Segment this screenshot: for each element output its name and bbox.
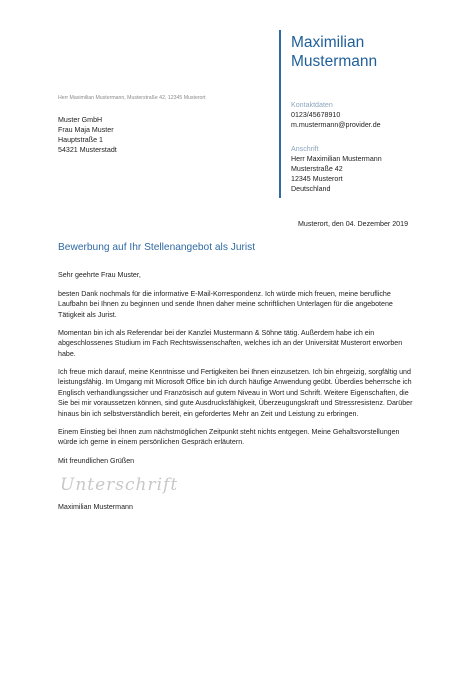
- contact-email[interactable]: m.mustermann@provider.de: [291, 121, 381, 129]
- body-paragraph-2: Momentan bin ich als Referendar bei der Kanzlei Mustermann & Söhne tätig. Außerdem habe ich ein abgeschlossenes Studium im Fach Rechtswissenschaften, welches ich an der Universität Musterort erworben habe.: [58, 329, 403, 358]
- address-label: Anschrift: [291, 145, 319, 153]
- body-paragraph-1: besten Dank nochmals für die informative E-Mail-Korrespondenz. Ich würde mich freuen, meine berufliche Laufbahn bei Ihnen zu beginnen und sende Ihnen daher meine schriftlichen Unterlagen für die angebotene Tätigkeit als Jurist.: [58, 290, 393, 319]
- address-city: 12345 Musterort: [291, 175, 343, 183]
- address-details: [291, 154, 382, 194]
- recipient-address: [58, 115, 117, 155]
- closing-greeting: Mit freundlichen Grüßen: [58, 457, 135, 465]
- address-street: Musterstraße 42: [291, 165, 343, 173]
- recipient-street: Hauptstraße 1: [58, 136, 103, 144]
- recipient-city: 54321 Musterstadt: [58, 146, 117, 154]
- signature-placeholder: Unterschrift: [60, 475, 179, 495]
- name-first: Maximilian: [291, 34, 365, 51]
- contact-details: [291, 110, 381, 130]
- recipient-company: Muster GmbH: [58, 116, 103, 124]
- sender-return-address: Herr Maximilian Mustermann, Musterstraße 42, 12345 Musterort: [58, 95, 206, 101]
- name-last: Mustermann: [291, 53, 378, 70]
- body-paragraph-3: Ich freue mich darauf, meine Kenntnisse und Fertigkeiten bei Ihnen einzusetzen. Ich bin ehrgeizig, sorgfältig und leistungsfähig. Im Umgang mit Microsoft Office bin ich durch häufige Anwendung geübt. Überdies beherrsche ich Englisch verhandlungssicher und Französisch auf gutem Niveau in Wort und Schrift. Weitere Eigenschaften, die Sie bei mir voraussetzen können, sind gute Ausdrucksfähigkeit, Überzeugungskraft und Stressresistenz. Darüber hinaus bin ich selbstverständlich bereit, ein gefordertes Mehr an Zeit und Leistung zu erbringen.: [58, 368, 413, 418]
- contact-phone: 0123/45678910: [291, 111, 341, 119]
- salutation: Sehr geehrte Frau Muster,: [58, 271, 141, 279]
- recipient-contact: Frau Maja Muster: [58, 126, 114, 134]
- applicant-name-heading: [291, 33, 377, 71]
- address-name: Herr Maximilian Mustermann: [291, 155, 382, 163]
- address-country: Deutschland: [291, 185, 331, 193]
- letter-subject: Bewerbung auf Ihr Stellenangebot als Jurist: [58, 242, 256, 253]
- signer-name: Maximilian Mustermann: [58, 503, 133, 511]
- contact-label: Kontaktdaten: [291, 101, 333, 109]
- letter-date: Musterort, den 04. Dezember 2019: [298, 220, 409, 228]
- accent-divider-line: [279, 30, 281, 198]
- body-paragraph-4: Einem Einstieg bei Ihnen zum nächstmöglichen Zeitpunkt steht nichts entgegen. Meine Gehaltsvorstellungen würde ich gerne in einem persönlichen Gespräch erläutern.: [58, 428, 400, 447]
